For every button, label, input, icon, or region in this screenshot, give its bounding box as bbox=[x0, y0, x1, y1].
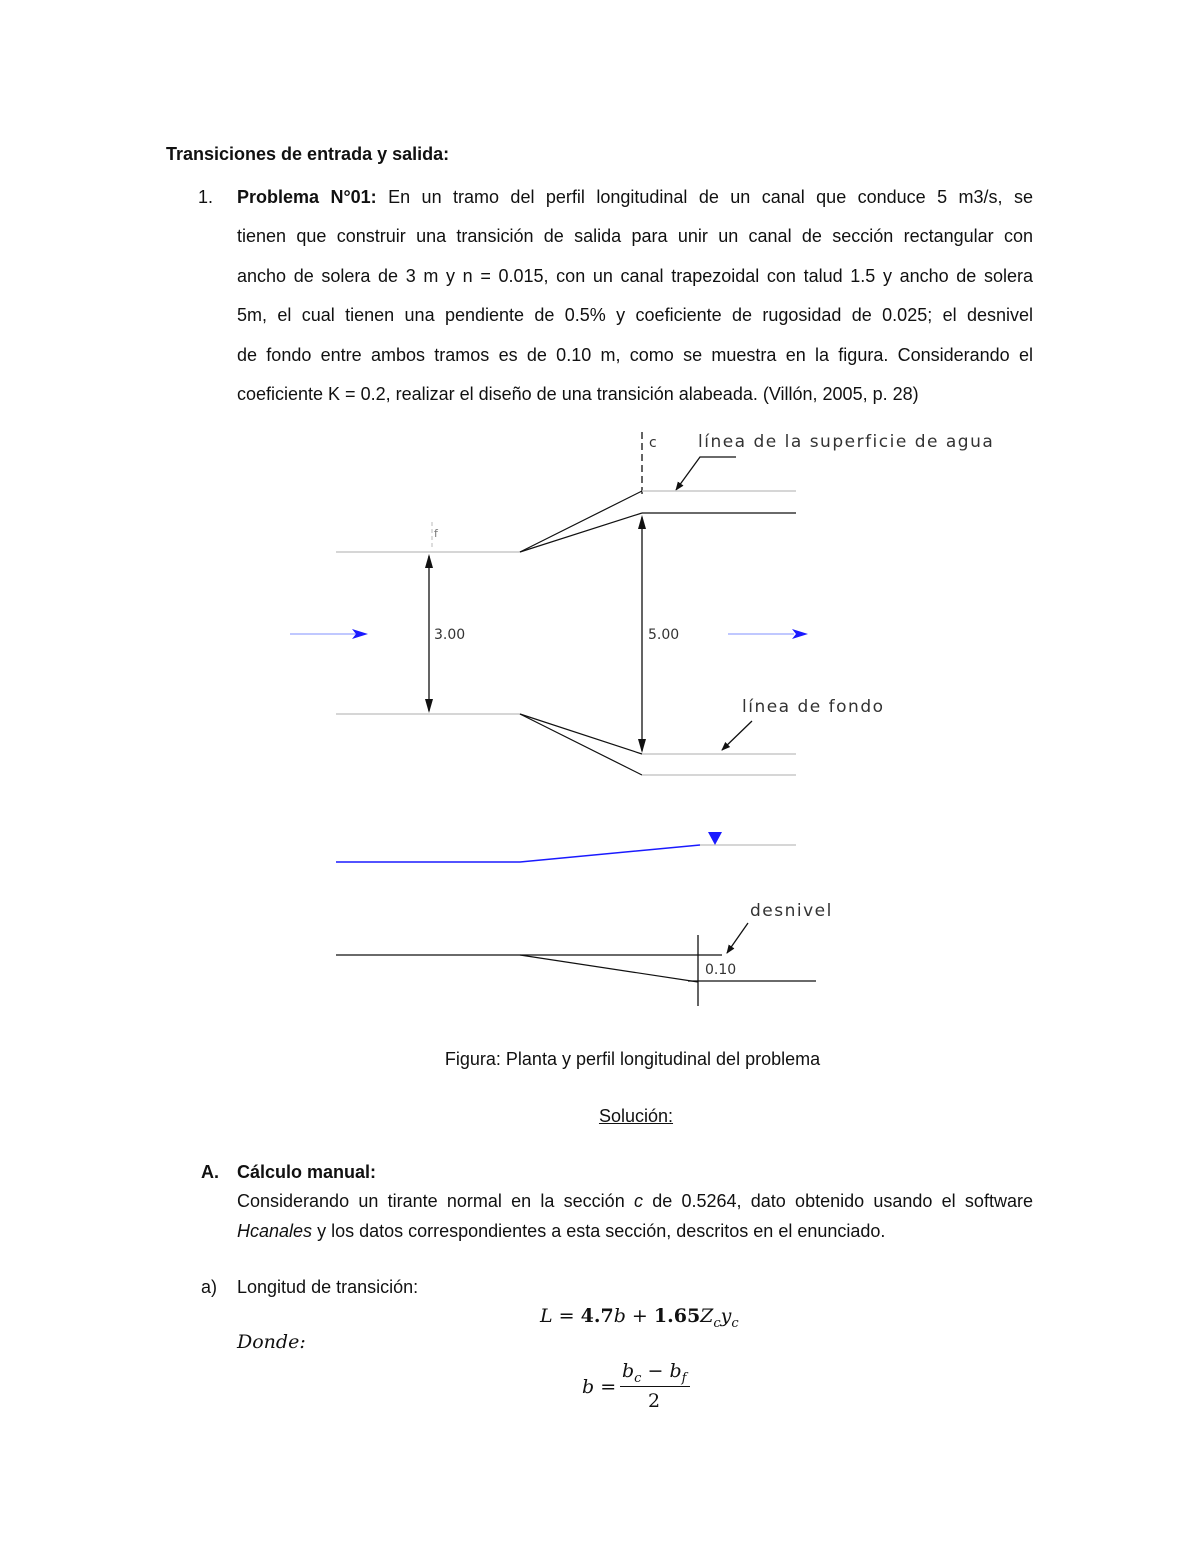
para-suffix: de 0.5264, dato obtenido usando el software bbox=[652, 1191, 1033, 1211]
dim-3-arrow-bottom bbox=[425, 699, 433, 713]
profile-bottom-transition bbox=[520, 955, 698, 982]
solution-title: Solución: bbox=[598, 1106, 674, 1126]
transition-bottom-inner bbox=[520, 714, 642, 754]
water-label-leader bbox=[676, 457, 736, 490]
bottom-label-leader bbox=[722, 721, 752, 750]
formula-length: $L = 4.7b + 1.65Z_cy_c$ bbox=[540, 1305, 739, 1331]
donde-label: Donde: bbox=[237, 1331, 306, 1353]
para2-rest: y los datos correspondientes a esta sección, descritos en el enunciado. bbox=[317, 1221, 886, 1241]
problem-line-3: ancho de solera de 3 m y n = 0.015, con un canal trapezoidal con talud 1.5 y ancho de solera bbox=[237, 266, 1033, 286]
page-heading: Transiciones de entrada y salida: bbox=[166, 144, 450, 164]
figure-caption: Figura: Planta y perfil longitudinal del problema bbox=[444, 1049, 821, 1069]
profile-water-line bbox=[336, 845, 700, 862]
dim-5-label: 5.00 bbox=[648, 627, 680, 643]
solution-para-line-2 bbox=[237, 1221, 885, 1242]
formula-length-source bbox=[0, 0, 1, 1]
flow-arrow-out-icon bbox=[792, 629, 808, 639]
problem-line-4: 5m, el cual tienen una pendiente de 0.5% y coeficiente de rugosidad de 0.025; el desnivel bbox=[237, 305, 1033, 325]
label-c: c bbox=[649, 435, 657, 451]
formula-b-source bbox=[0, 2, 1, 3]
problem-line-5: de fondo entre ambos tramos es de 0.10 m, como se muestra en la figura. Considerando el bbox=[237, 345, 1033, 365]
section-title: Cálculo manual: bbox=[237, 1162, 377, 1182]
dim-3-arrow-top bbox=[425, 554, 433, 568]
water-level-icon bbox=[708, 832, 722, 845]
dim-5-arrow-top bbox=[638, 515, 646, 529]
drop-label-leader bbox=[727, 923, 748, 953]
problem-line-2: tienen que construir una transición de salida para unir un canal de sección rectangular con bbox=[237, 226, 1033, 246]
software-name: Hcanales bbox=[237, 1221, 313, 1241]
dim-5-arrow-bottom bbox=[638, 739, 646, 753]
transition-top-inner bbox=[520, 513, 642, 552]
para-section-c: c bbox=[633, 1191, 643, 1211]
label-drop: desnivel bbox=[750, 901, 833, 921]
problem-number: 1. bbox=[198, 187, 214, 207]
label-f: f bbox=[434, 527, 438, 540]
label-bottom-line: línea de fondo bbox=[742, 697, 885, 717]
problem-label: Problema N°01: bbox=[237, 187, 377, 207]
problem-line-1-text: En un tramo del perfil longitudinal de un canal que conduce 5 m3/s, se bbox=[388, 187, 1033, 207]
para-prefix: Considerando un tirante normal en la sección bbox=[237, 1191, 625, 1211]
problem-line-6: coeficiente K = 0.2, realizar el diseño de una transición alabeada. (Villón, 2005, p. 28) bbox=[237, 384, 919, 404]
solution-para-line-1 bbox=[237, 1191, 1033, 1212]
section-letter: A. bbox=[201, 1162, 219, 1182]
label-water-surface: línea de la superficie de agua bbox=[698, 432, 995, 452]
transition-top-outer bbox=[520, 491, 642, 552]
drop-value: 0.10 bbox=[705, 962, 737, 978]
item-letter: a) bbox=[201, 1277, 218, 1297]
dim-3-label: 3.00 bbox=[434, 627, 466, 643]
transition-bottom-outer bbox=[520, 714, 642, 775]
item-title: Longitud de transición: bbox=[237, 1277, 419, 1297]
